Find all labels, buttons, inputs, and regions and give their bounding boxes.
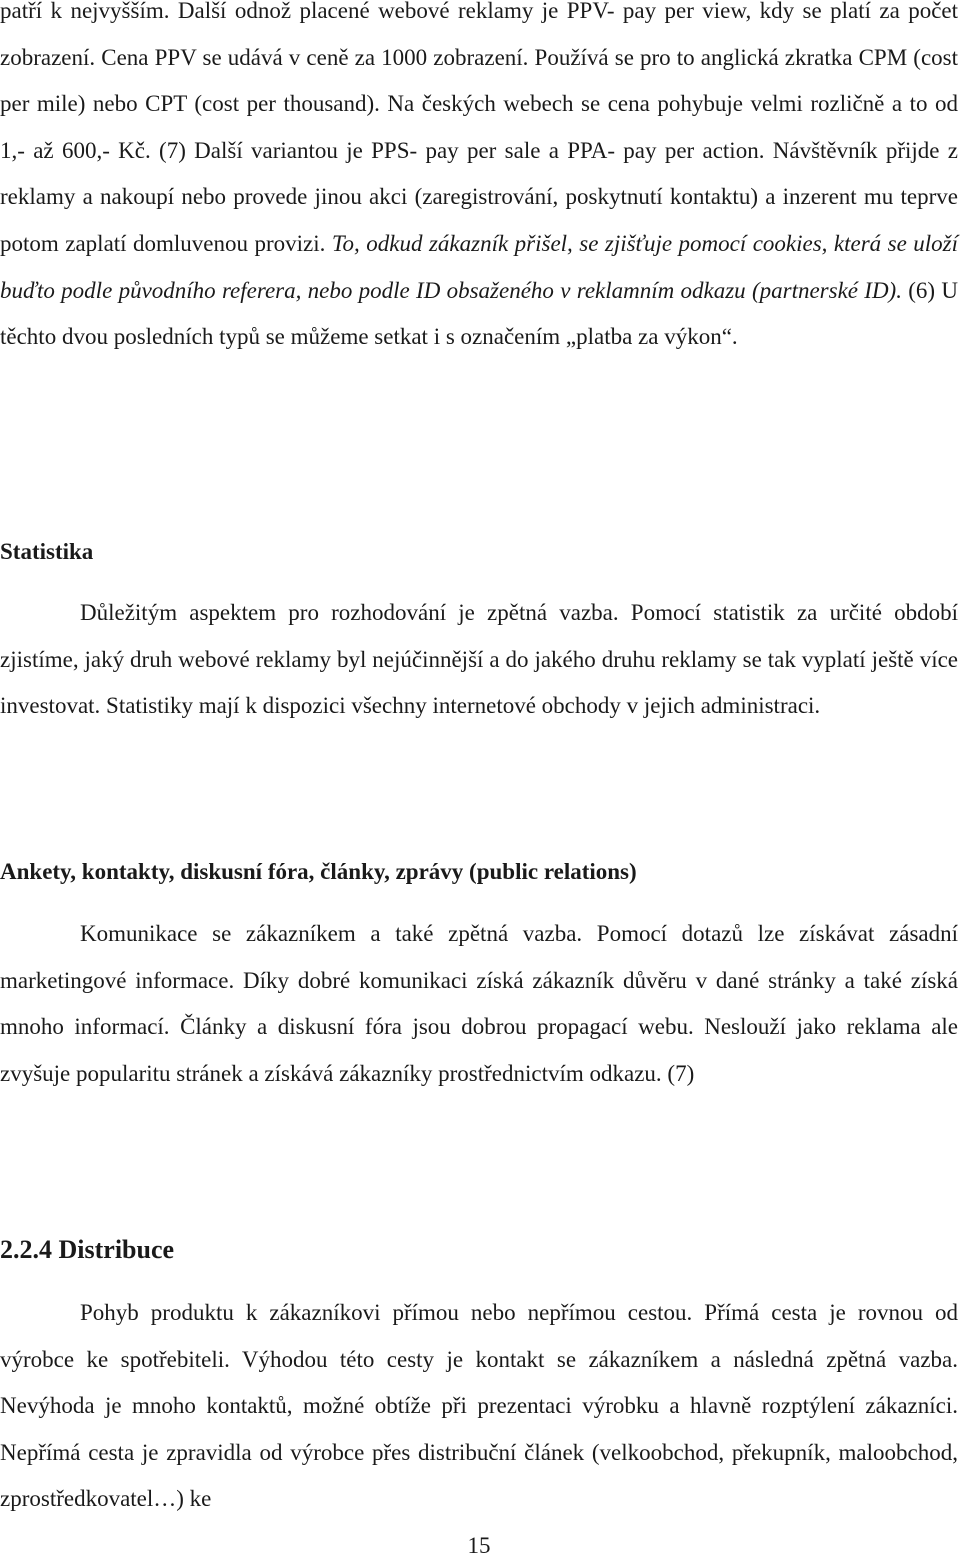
- paragraph-statistika: Důležitým aspektem pro rozhodování je zpětná vazba. Pomocí statistik za určité období zjistíme, jaký druh webové reklamy byl nejúčinnější a do jakého druhu reklamy se tak vyplatí ještě více investovat. Statistiky mají k dispozici všechny internetové obchody v jejich administraci.: [0, 600, 958, 719]
- paragraph-distribuce: Pohyb produktu k zákazníkovi přímou nebo nepřímou cestou. Přímá cesta je rovnou od výrobce ke spotřebiteli. Výhodou této cesty je kontakt se zákazníkem a následná zpětná vazba. Nevýhoda je mnoho kontaktů, možné obtíže při prezentaci výrobku a hlavně rozptýlení zákazníci. Nepřímá cesta je zpravidla od výrobce přes distribuční článek (velkoobchod, překupník, maloobchod, zprostředkovatel…) ke: [0, 1300, 958, 1512]
- heading-distribuce: 2.2.4 Distribuce: [0, 1235, 175, 1264]
- heading-ankety: Ankety, kontakty, diskusní fóra, články, zprávy (public relations): [0, 859, 637, 884]
- paragraph-ankety: Komunikace se zákazníkem a také zpětná vazba. Pomocí dotazů lze získávat zásadní marketingové informace. Díky dobré komunikaci získá zákazník důvěru v dané stránky a také získá mnoho informací. Články a diskusní fóra jsou dobrou propagací webu. Neslouží jako reklama ale zvyšuje popularitu stránek a získává zákazníky prostřednictvím odkazu. (7): [0, 921, 958, 1086]
- paragraph-cookies-italic: To, odkud zákazník přišel, se zjišťuje pomocí cookies, která se uloží buďto podle původního referera, nebo podle ID obsaženého v reklamním odkazu (partnerské ID).: [0, 230, 958, 303]
- heading-statistika: Statistika: [0, 539, 94, 564]
- paragraph-ppv-pps: [0, 0, 958, 361]
- page-number: 15: [467, 1533, 491, 1558]
- paragraph-ppv-pps-text: patří k nejvyšším. Další odnož placené webové reklamy je PPV- pay per view, kdy se platí za počet zobrazení. Cena PPV se udává v ceně za 1000 zobrazení. Používá se pro to anglická zkratka CPM (cost per mile) nebo CPT (cost per thousand). Na českých webech se cena pohybuje velmi rozličně a to od 1,- až 600,- Kč. (7) Další variantou je PPS- pay per sale a PPA- pay per action. Návštěvník přijde z reklamy a nakoupí nebo provede jinou akci (zaregistrování, poskytnutí kontaktu) a inzerent mu teprve potom zaplatí domluvenou provizi.: [0, 0, 958, 256]
- paragraph-ppv-pps-end: (6) U těchto dvou posledních typů se můžeme setkat i s označením „platba za výkon“.: [0, 277, 958, 350]
